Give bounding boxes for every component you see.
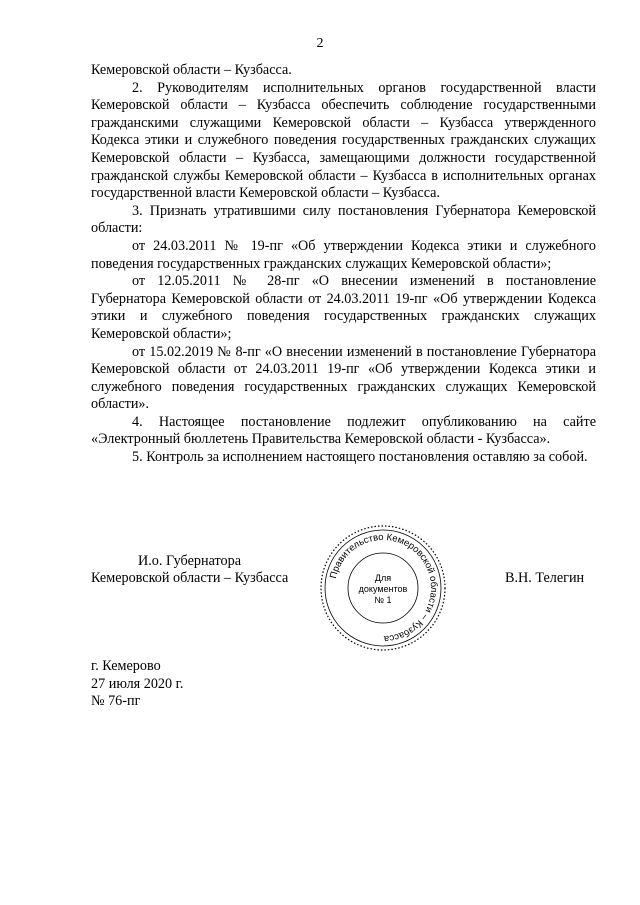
stamp-ring-text: Правительство Кемеровской области – Кузбасса (327, 531, 440, 645)
stamp-center-line: документов (358, 584, 408, 594)
stamp-center-line: Для (374, 573, 392, 583)
document-date: 27 июля 2020 г. (91, 675, 184, 692)
paragraph: 4. Настоящее постановление подлежит опубликованию на сайте «Электронный бюллетень Правительства Кемеровской области - Кузбасса». (91, 413, 596, 448)
paragraph: от 12.05.2011 № 28-пг «О внесении изменений в постановление Губернатора Кемеровской области от 24.03.2011 19-пг «Об утверждении Кодекса этики и служебного поведения государственных гражданских служащих Кемеровской области»; (91, 273, 596, 342)
signatory-name: В.Н. Телегин (505, 570, 585, 586)
document-number: № 76-пг (91, 693, 141, 710)
document-footer (91, 658, 183, 711)
signature-region: Кемеровской области – Кузбасса (91, 570, 289, 586)
place-of-issue: г. Кемерово (91, 658, 161, 674)
document-body (91, 62, 596, 467)
stamp-center-line: № 1 (374, 595, 392, 605)
paragraph: 5. Контроль за исполнением настоящего постановления оставляю за собой. (132, 449, 588, 466)
paragraph: 2. Руководителям исполнительных органов государственной власти Кемеровской области – Кузбасса обеспечить соблюдение государственными гражданскими служащими Кемеровской области – Кузбасса утвержденного Кодекса этики и служебного поведения государственных гражданских служащих Кемеровской области – Кузбасса, замещающими должности государственной гражданской службы Кемеровской области – Кузбасса в исполнительных органах государственной власти Кемеровской области – Кузбасса. (91, 79, 596, 202)
paragraph: от 15.02.2019 № 8-пг «О внесении изменений в постановление Губернатора Кемеровской области от 24.03.2011 19-пг «Об утверждении Кодекса этики и служебного поведения государственных гражданских служащих Кемеровской области». (91, 343, 596, 413)
official-stamp (319, 524, 447, 652)
page-number: 2 (316, 36, 324, 51)
paragraph: Кемеровской области – Кузбасса. (91, 62, 292, 78)
paragraph: 3. Признать утратившими силу постановления Губернатора Кемеровской области: (91, 202, 596, 237)
paragraph: от 24.03.2011 № 19-пг «Об утверждении Кодекса этики и служебного поведения государственных гражданских служащих Кемеровской области»; (91, 237, 596, 272)
signature-title: И.о. Губернатора (138, 553, 241, 569)
